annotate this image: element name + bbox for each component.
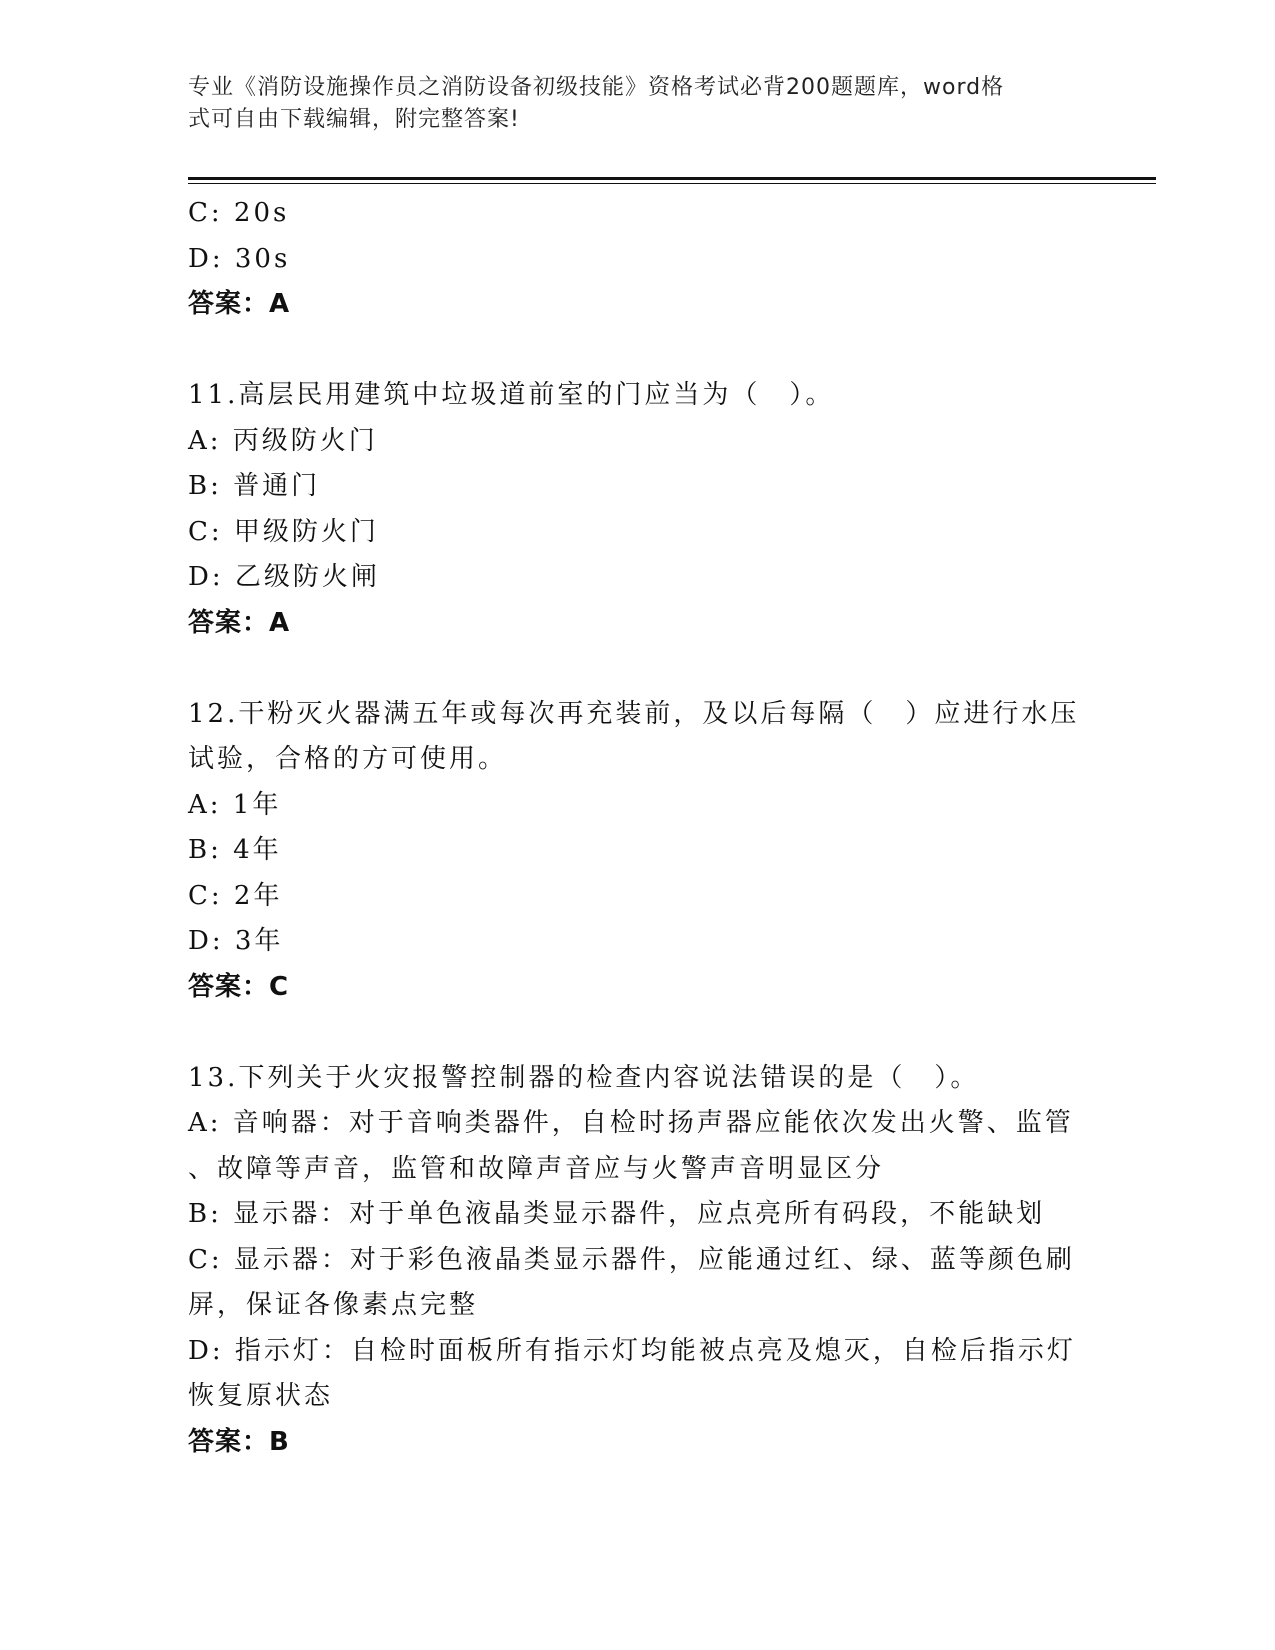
option-a: A: 丙级防火门 [188, 425, 378, 456]
document-header [188, 72, 1068, 136]
question-list [188, 191, 1088, 1465]
question-stem-line-2: 试验，合格的方可使用。 [188, 744, 508, 774]
option-d-line-2: 恢复原状态 [188, 1381, 334, 1411]
option-c: C: 甲级防火门 [188, 516, 379, 547]
option-b: B: 4年 [188, 835, 282, 865]
spacer [188, 1010, 1088, 1056]
option-d: D: 乙级防火闸 [188, 562, 380, 592]
spacer [188, 646, 1088, 692]
option-a-line-2: 、故障等声音，监管和故障声音应与火警声音明显区分 [188, 1153, 885, 1184]
option-a-line-1: A: 音响器：对于音响类器件，自检时扬声器应能依次发出火警、监管 [188, 1108, 1074, 1138]
answer: 答案：C [188, 971, 290, 1002]
option-d: D: 30s [188, 243, 291, 274]
header-line-2: 式可自由下载编辑，附完整答案! [188, 107, 520, 132]
answer: 答案：B [188, 1426, 290, 1457]
option-c-line-2: 屏，保证各像素点完整 [188, 1290, 479, 1320]
header-line-1: 专业《消防设施操作员之消防设备初级技能》资格考试必背200题题库，word格 [188, 75, 1005, 100]
option-c: C: 20s [188, 198, 290, 228]
question-stem-line-1: 12.干粉灭火器满五年或每次再充装前，及以后每隔（ ）应进行水压 [188, 698, 1080, 729]
question-stem: 13.下列关于火灾报警控制器的检查内容说法错误的是（ ）。 [188, 1062, 980, 1093]
question-11 [188, 373, 1088, 646]
option-c-line-1: C: 显示器：对于彩色液晶类显示器件，应能通过红、绿、蓝等颜色刷 [188, 1244, 1075, 1275]
option-d-line-1: D: 指示灯：自检时面板所有指示灯均能被点亮及熄灭，自检后指示灯 [188, 1335, 1076, 1366]
question-10-tail [188, 191, 1088, 328]
answer: 答案：A [188, 607, 291, 638]
option-c: C: 2年 [188, 880, 283, 911]
option-b: B: 普通门 [188, 471, 321, 501]
header-rule-thick [188, 177, 1156, 180]
question-13 [188, 1056, 1088, 1466]
header-rule-thin [188, 183, 1156, 184]
option-a: A: 1年 [188, 789, 282, 820]
question-12 [188, 692, 1088, 1011]
option-d: D: 3年 [188, 926, 284, 956]
answer: 答案：A [188, 289, 291, 319]
option-b: B: 显示器：对于单色液晶类显示器件，应点亮所有码段，不能缺划 [188, 1199, 1046, 1229]
question-stem: 11.高层民用建筑中垃圾道前室的门应当为（ ）。 [188, 380, 835, 410]
spacer [188, 328, 1088, 374]
